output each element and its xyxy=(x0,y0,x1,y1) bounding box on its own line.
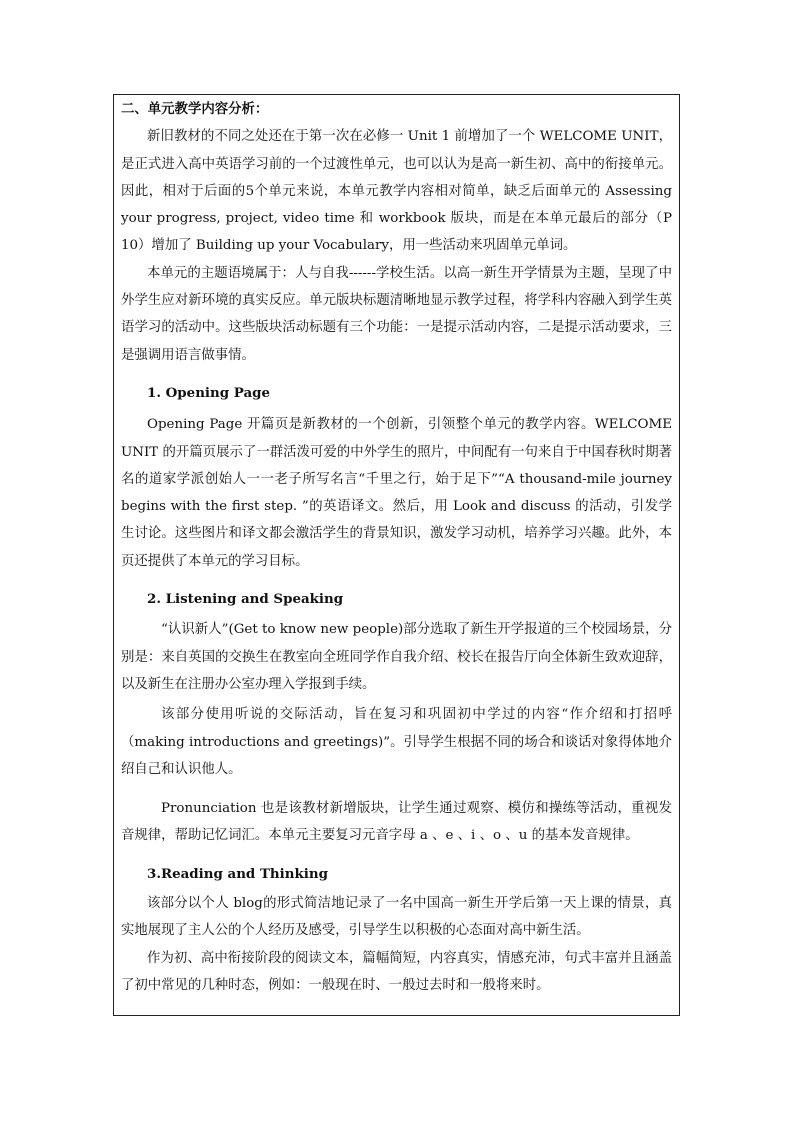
listening-paragraph-1: “认识新人”(Get to know new people)部分选取了新生开学报道的三个校园场景，分别是：来自英国的交换生在教室向全班同学作自我介绍、校长在报告厅向全体新生致欢迎辞，以及新生在注册办公室办理入学报到手续。 xyxy=(121,622,672,692)
intro-paragraph-2: 本单元的主题语境属于：人与自我------学校生活。以高一新生开学情景为主题，呈现了中外学生应对新环境的真实反应。单元版块标题清晰地显示教学过程，将学科内容融入到学生英语学习的活动中。这些版块活动标题有三个功能：一是提示活动内容，二是提示活动要求，三是强调用语言做事情。 xyxy=(121,265,672,363)
listening-paragraph-2: 该部分使用听说的交际活动，旨在复习和巩固初中学过的内容“作介绍和打招呼（making introductions and greetings)”。引导学生根据不同的场合和谈话对象得体地介绍自己和认识他人。 xyxy=(121,707,672,777)
intro-paragraph-1: 新旧教材的不同之处还在于第一次在必修一 Unit 1 前增加了一个 WELCOME UNIT，是正式进入高中英语学习前的一个过渡性单元，也可以认为是高一新生初、高中的衔接单元。因此，相对于后面的5个单元来说，本单元教学内容相对简单，缺乏后面单元的 Assessing your progress, project, video time 和 workbook 版块，而是在本单元最后的部分（P 10）增加了 Building up your Vocabulary，用一些活动来巩固单元单词。 xyxy=(121,129,672,254)
document-body xyxy=(121,95,672,1015)
reading-thinking-heading: 3.Reading and Thinking xyxy=(147,865,328,882)
reading-paragraph-2: 作为初、高中衔接阶段的阅读文本，篇幅简短，内容真实，情感充沛，句式丰富并且涵盖了初中常见的几种时态，例如：一般现在时、一般过去时和一般将来时。 xyxy=(121,950,672,993)
listening-speaking-heading: 2. Listening and Speaking xyxy=(147,591,344,608)
opening-page-heading: 1. Opening Page xyxy=(147,384,271,401)
content-table-cell xyxy=(113,94,680,1016)
reading-paragraph-1: 该部分以个人 blog的形式简洁地记录了一名中国高一新生开学后第一天上课的情景，真实地展现了主人公的个人经历及感受，引导学生以积极的心态面对高中新生活。 xyxy=(121,896,672,939)
section-title: 二、单元教学内容分析： xyxy=(121,101,269,117)
opening-page-paragraph: Opening Page 开篇页是新教材的一个创新，引领整个单元的教学内容。WELCOME UNIT 的开篇页展示了一群活泼可爱的中外学生的照片，中间配有一句来自于中国春秋时期著名的道家学派创始人一一老子所写名言“千里之行，始于足下”“A thousand-mile journey begins with the first step. ”的英语译文。然后，用 Look and discuss 的活动，引发学生讨论。这些图片和译文都会激活学生的背景知识，激发学习动机，培养学习兴趣。此外，本页还提供了本单元的学习目标。 xyxy=(121,417,672,569)
pronunciation-paragraph: Pronunciation 也是该教材新增版块，让学生通过观察、模仿和操练等活动，重视发音规律，帮助记忆词汇。本单元主要复习元音字母 a 、e 、i 、o 、u 的基本发音规律。 xyxy=(121,801,672,844)
